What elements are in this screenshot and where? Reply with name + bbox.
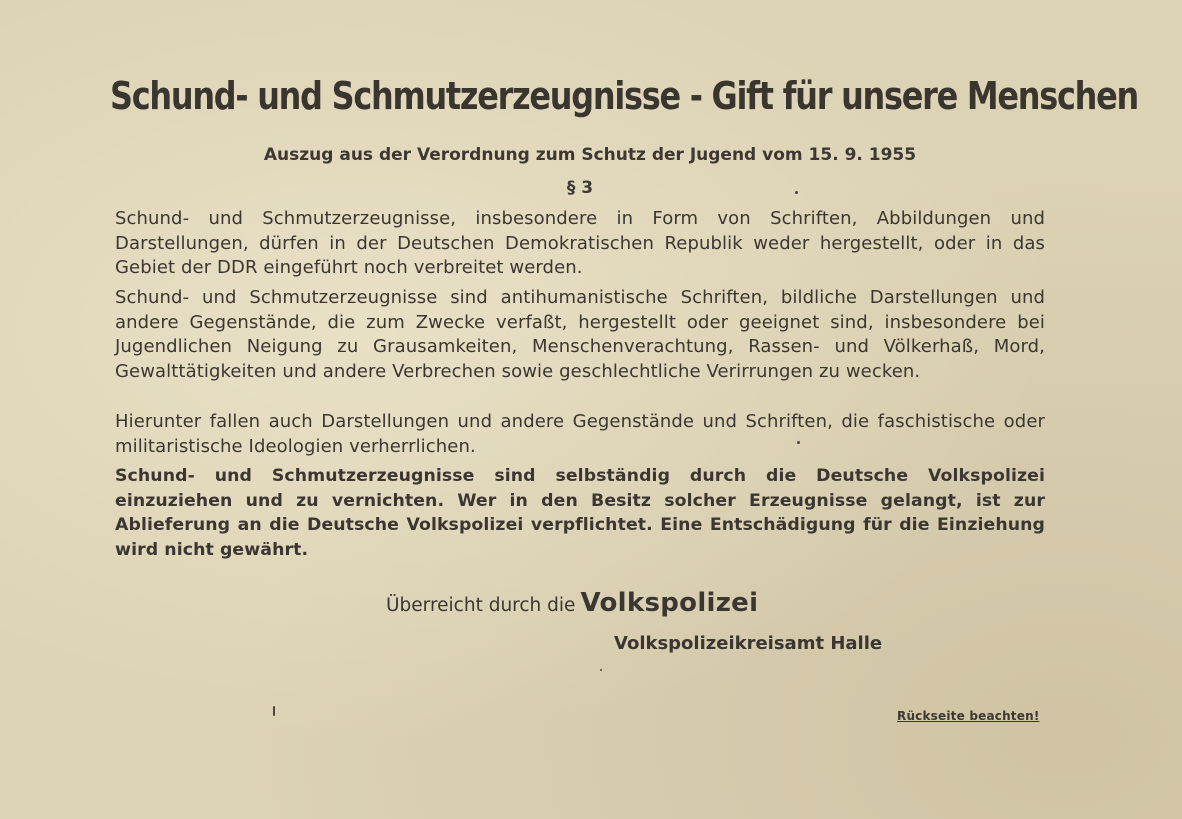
paragraph-2 [115,286,1045,384]
paragraph-text: Schund- und Schmutzerzeugnisse, insbesondere in Form von Schriften, Abbildungen und Darstellungen, dürfen in der Deutschen Demokratischen Republik weder hergestellt, oder in das Gebiet der DDR eingeführt noch verbreitet werden. [115,208,1045,278]
ink-speck [273,706,275,716]
handed-over-line [386,588,758,618]
back-side-note: Rückseite beachten! [897,709,1040,723]
paragraph-text: Schund- und Schmutzerzeugnisse sind selbständig durch die Deutsche Volkspolizei einzuziehen und zu vernichten. Wer in den Besitz solcher Erzeugnisse gelangt, ist zur Ablieferung an die Deutsche Volkspolizei verpflichtet. Eine Entschädigung für die Einziehung wird nicht gewährt. [115,466,1045,560]
ink-speck [795,191,798,194]
document-title: Schund- und Schmutzerzeugnisse - Gift für unsere Menschen [110,74,1138,118]
document-subtitle: Auszug aus der Verordnung zum Schutz der Jugend vom 15. 9. 1955 [263,145,917,165]
paragraph-4 [115,464,1045,562]
handed-over-prefix: Überreicht durch die [386,595,576,616]
paragraph-text: Hierunter fallen auch Darstellungen und andere Gegenstände und Schriften, die faschistische oder militaristische Ideologien verherrlichen. [115,411,1045,457]
paragraph-3 [115,410,1045,459]
paragraph-text: Schund- und Schmutzerzeugnisse sind antihumanistische Schriften, bildliche Darstellungen und andere Gegenstände, die zum Zwecke verfaßt, hergestellt oder geeignet sind, insbesondere bei Jugendlichen Neigung zu Grausamkeiten, Menschenverachtung, Rassen- und Völkerhaß, Mord, Gewalttätigkeiten und andere Verbrechen sowie geschlechtliche Verirrungen zu wecken. [115,287,1045,382]
ink-speck [797,441,800,444]
paragraph-1 [115,207,1045,281]
handed-over-organization: Volkspolizei [580,588,759,618]
ink-speck [600,669,602,671]
issuing-office: Volkspolizeikreisamt Halle [614,633,883,654]
section-heading: § 3 [566,178,594,198]
